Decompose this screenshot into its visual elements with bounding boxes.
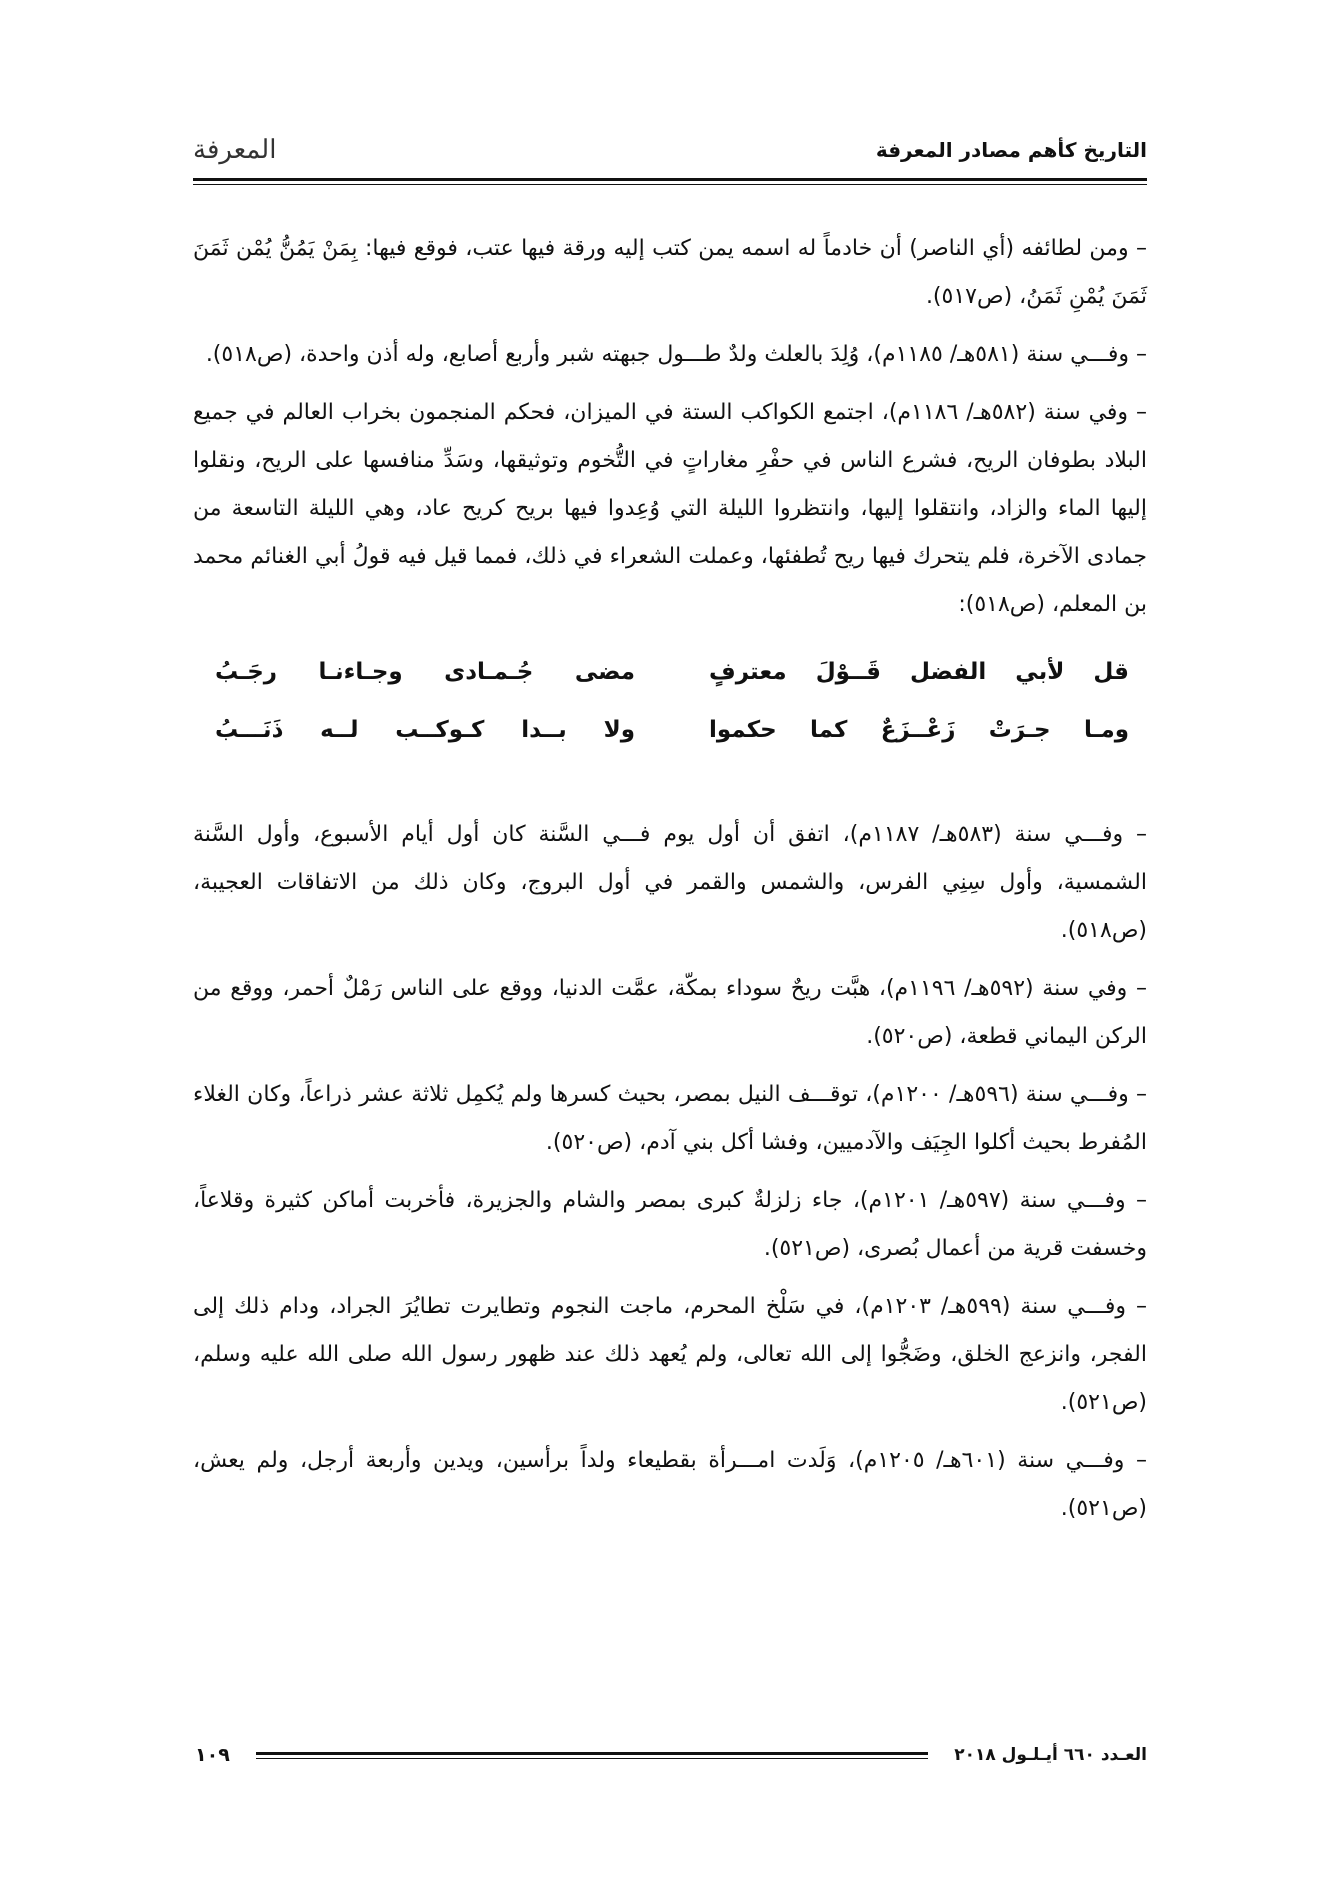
page-footer [193, 1735, 1147, 1775]
paragraph-5: – وفي سنة (٥٩٢هـ/ ١١٩٦م)، هبَّت ريحٌ سوداء بمكّة، عمَّت الدنيا، ووقع على الناس رَمْلٌ أحمر، ووقع من الركن اليماني قطعة، (ص٥٢٠). [193, 976, 1147, 1049]
paragraph-2: – وفـــي سنة (٥٨١هـ/ ١١٨٥م)، وُلِدَ بالعلث ولدٌ طـــول جبهته شبر وأربع أصابع، وله أذن واحدة، (ص٥١٨). [205, 342, 1147, 367]
poem-verse-1 [193, 643, 1147, 701]
paragraph-6: – وفـــي سنة (٥٩٦هـ/ ١٢٠٠م)، توقـــف النيل بمصر، بحيث كسرها ولم يُكمِل ثلاثة عشر ذراعاً، وكان الغلاء المُفرط بحيث أكلوا الجِيَف والآدميين، وفشا أكل بني آدم، (ص٥٢٠). [193, 1082, 1147, 1155]
article-body [193, 225, 1147, 1543]
paragraph-3: – وفي سنة (٥٨٢هـ/ ١١٨٦م)، اجتمع الكواكب الستة في الميزان، فحكم المنجمون بخراب العالم في جميع البلاد بطوفان الريح، فشرع الناس في حفْرِ مغاراتٍ في التُّخوم وتوثيقها، وسَدِّ منافسها على الريح، ونقلوا إليها الماء والزاد، وانتقلوا إليها، وانتظروا الليلة التي وُعِدوا فيها بريح كريح عاد، وهي الليلة التاسعة من جمادى الآخرة، فلم يتحرك فيها ريح تُطفئها، وعملت الشعراء في ذلك، فمما قيل فيه قولُ أبي الغنائم محمد بن المعلم، (ص٥١٨): [193, 400, 1148, 617]
poem [193, 643, 1147, 759]
verse-first-hemistich: قل لأبي الفضل قَــوْلَ معترفٍ [709, 659, 1129, 685]
journal-logo: المعرفة [193, 135, 277, 165]
poem-verse-2 [193, 701, 1147, 759]
header-rule [193, 178, 1147, 185]
running-title: التاريخ كأهم مصادر المعرفة [875, 138, 1147, 162]
page-header [193, 130, 1147, 170]
paragraph-1: – ومن لطائفه (أي الناصر) أن خادماً له اسمه يمن كتب إليه ورقة فيها عتب، فوقع فيها: بِمَنْ يَمُنُّ يُمْن ثَمَنَ ثَمَنَ يُمْنِ ثَمَنُ، (ص٥١٧). [193, 236, 1147, 309]
verse-second-hemistich: ولا بــدا كـوكــب لــه ذَنَـــبُ [215, 717, 635, 743]
page-number: ١٠٩ [195, 1744, 230, 1766]
paragraph-9: – وفـــي سنة (٦٠١هـ/ ١٢٠٥م)، وَلَدت امـــرأة بقطيعاء ولداً برأسين، ويدين وأربعة أرجل، ولم يعش، (ص٥٢١). [193, 1448, 1147, 1521]
verse-second-hemistich: مضى جُـمـادى وجـاءنـا رجَـبُ [215, 659, 635, 685]
paragraph-4: – وفـــي سنة (٥٨٣هـ/ ١١٨٧م)، اتفق أن أول يوم فـــي السَّنة كان أول أيام الأسبوع، وأول السَّنة الشمسية، وأول سِنِي الفرس، والشمس والقمر في أول البروج، وكان ذلك من الاتفاقات العجيبة، (ص٥١٨). [193, 822, 1148, 943]
issue-info: العـدد ٦٦٠ أيـلـول ٢٠١٨ [954, 1745, 1147, 1765]
paragraph-8: – وفـــي سنة (٥٩٩هـ/ ١٢٠٣م)، في سَلْخ المحرم، ماجت النجوم وتطايرت تطايُرَ الجراد، ودام ذلك إلى الفجر، وانزعج الخلق، وضَجُّوا إلى الله تعالى، ولم يُعهد ذلك عند ظهور رسول الله صلى الله عليه وسلم، (ص٥٢١). [193, 1294, 1147, 1415]
footer-rule [256, 1752, 928, 1759]
verse-first-hemistich: ومـا جـرَتْ زَعْــزَعٌ كما حكموا [709, 717, 1129, 743]
paragraph-7: – وفـــي سنة (٥٩٧هـ/ ١٢٠١م)، جاء زلزلةٌ كبرى بمصر والشام والجزيرة، فأخربت أماكن كثيرة وقلاعاً، وخسفت قرية من أعمال بُصرى، (ص٥٢١). [193, 1188, 1147, 1261]
